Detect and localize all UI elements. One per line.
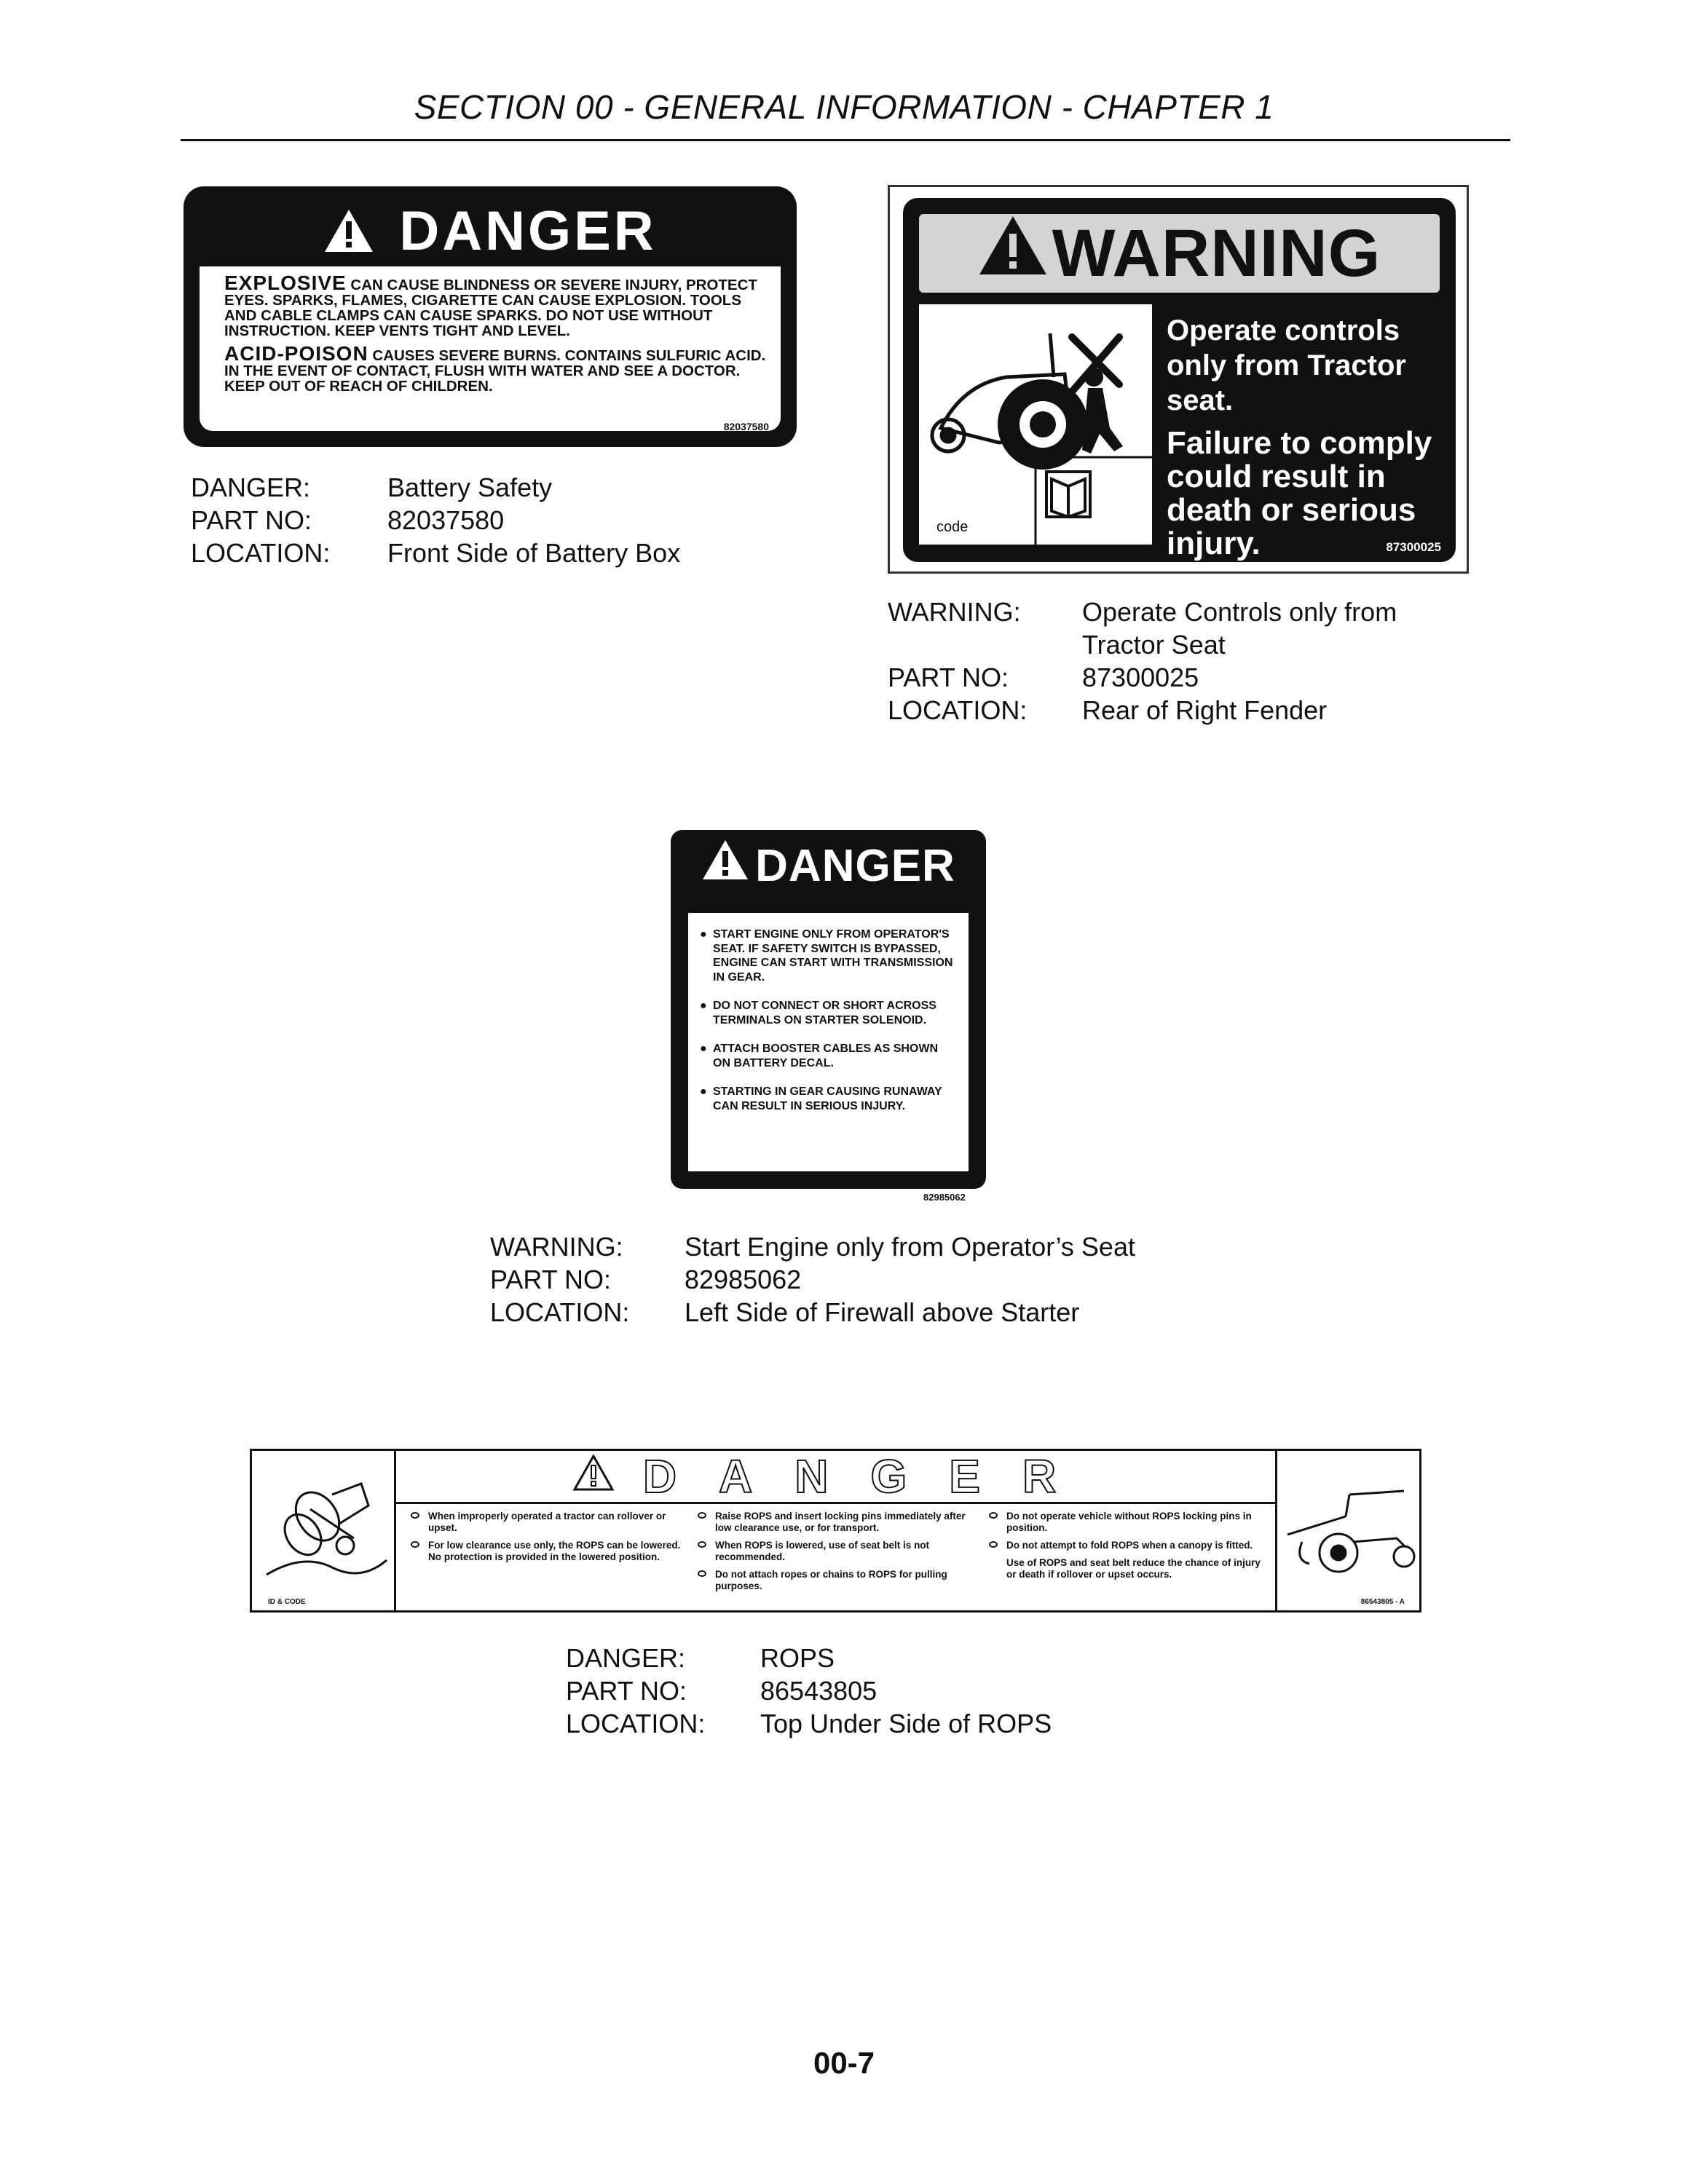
operate-controls-warning-decal [903,198,1456,562]
caption-part-value: 82037580 [387,505,505,535]
battery-caption [191,471,680,569]
caption-location-value: Front Side of Battery Box [387,538,681,568]
list-item-text: When improperly operated a tractor can rollover or upset. [428,1511,666,1533]
caption-part-label: PART NO: [566,1676,687,1706]
rops-column-2 [698,1511,982,1598]
list-item [700,927,958,984]
list-item-text: For low clearance use only, the ROPS can be lowered. No protection is provided in the lowered position. [428,1540,681,1562]
bullet-icon: ● [700,1000,707,1012]
list-item-text: When ROPS is lowered, use of seat belt is not recommended. [715,1540,930,1562]
list-item-text: ATTACH BOOSTER CABLES AS SHOWN ON BATTERY DECAL. [713,1042,939,1069]
bullet-icon: ● [700,1085,707,1098]
list-item [698,1511,982,1534]
controls-caption [888,596,1432,727]
warning-triangle-icon [978,214,1048,293]
circle-bullet-icon [698,1570,706,1577]
rops-tractor-pictogram [1280,1473,1419,1589]
caption-type-value: ROPS [760,1643,835,1673]
caption-type-label: DANGER: [191,472,311,502]
acid-text: CAUSES SEVERE BURNS. CONTAINS SULFURIC ACID. IN THE EVENT OF CONTACT, FLUSH WITH WATER AND SEE A DOCTOR. KEEP OUT OF REACH OF CHILDREN. [224,347,766,395]
list-item-text: Do not attach ropes or chains to ROPS for pulling purposes. [715,1569,947,1591]
list-item-text: Do not attempt to fold ROPS when a canopy is fitted. [1006,1540,1253,1551]
rops-column-3 [989,1511,1273,1580]
caption-type-label: WARNING: [888,597,1021,627]
decal-panel [688,913,969,1171]
decal-signal-word: WARNING [1052,216,1381,290]
acid-lead: ACID-POISON [224,342,368,365]
tractor-pictogram [919,304,1152,545]
bullet-icon: ● [700,1042,707,1055]
starter-caption [490,1230,1135,1329]
list-item [411,1540,695,1563]
list-item [700,1042,958,1070]
rops-column-1 [411,1511,695,1569]
list-item-text: Do not operate vehicle without ROPS locking pins in position. [1006,1511,1252,1533]
decal-title [396,1451,1275,1502]
circle-bullet-icon [698,1512,706,1519]
decal-part-number: 87300025 [1386,540,1441,554]
caption-location-label: LOCATION: [566,1709,706,1738]
divider [1275,1451,1277,1610]
caption-part-label: PART NO: [888,662,1009,692]
circle-bullet-icon [989,1541,998,1548]
list-item-text: Raise ROPS and insert locking pins immediately after low clearance use, or for transport. [715,1511,966,1533]
list-item [989,1511,1273,1534]
rops-note: Use of ROPS and seat belt reduce the chance of injury or death if rollover or upset occurs. [1006,1557,1261,1580]
warning-triangle-icon [573,1449,614,1500]
caption-part-value: 86543805 [760,1676,877,1706]
warning-triangle-icon [701,839,749,892]
section-header: SECTION 00 - GENERAL INFORMATION - CHAPTER 1 [414,88,1274,126]
warning-triangle-icon [323,203,374,266]
decal-signal-word: DANGER [755,841,955,891]
bullet-icon: ● [700,928,707,941]
explosive-text: CAN CAUSE BLINDNESS OR SEVERE INJURY, PROTECT EYES. SPARKS, FLAMES, CIGARETTE CAN CAUSE EXPLOSION. TOOLS AND CABLE CLAMPS CAN CAUSE SPARKS. DO NOT USE WITHOUT INSTRUCTION. KEEP VENTS TIGHT AND LEVEL. [224,277,757,339]
list-item [698,1569,982,1592]
warning-line-2: Failure to comply could result in death or serious injury. [1167,425,1432,561]
caption-location-value: Top Under Side of ROPS [760,1709,1052,1738]
caption-location-value: Rear of Right Fender [1082,695,1328,725]
decal-part-number: 82037580 [723,421,769,432]
list-item [698,1540,982,1563]
decal-signal-word: DANGER [642,1450,1099,1503]
battery-danger-decal [184,186,797,447]
warning-line-1: Operate controls only from Tractor seat. [1167,314,1406,416]
page-number: 00-7 [813,2046,875,2080]
caption-part-value: 82985062 [685,1265,802,1294]
list-item [700,999,958,1027]
explosive-paragraph [224,272,766,339]
rops-caption [566,1642,1052,1740]
caption-part-label: PART NO: [490,1265,612,1294]
list-item-text: DO NOT CONNECT OR SHORT ACROSS TERMINALS ON STARTER SOLENOID. [713,1000,936,1026]
starter-danger-decal [671,830,986,1189]
warning-band [919,214,1440,293]
decal-title [184,199,797,266]
list-item-text: STARTING IN GEAR CAUSING RUNAWAY CAN RESULT IN SERIOUS INJURY. [713,1085,942,1112]
caption-type-value: Battery Safety [387,472,553,502]
circle-bullet-icon [411,1541,419,1548]
caption-location-value: Left Side of Firewall above Starter [685,1297,1080,1327]
caption-part-label: PART NO: [191,505,312,535]
rops-danger-decal [250,1449,1421,1613]
rollover-pictogram [259,1465,390,1589]
decal-title [919,214,1440,293]
header-rule [181,139,1510,141]
circle-bullet-icon [698,1541,706,1548]
explosive-lead: EXPLOSIVE [224,272,347,294]
starter-decal-part-number: 82985062 [923,1192,966,1203]
list-item-text: START ENGINE ONLY FROM OPERATOR'S SEAT. IF SAFETY SWITCH IS BYPASSED, ENGINE CAN START WITH TRANSMISSION IN GEAR. [713,928,953,984]
acid-paragraph [224,342,766,395]
caption-location-label: LOCATION: [490,1297,630,1327]
caption-type-value: Operate Controls only from Tractor Seat [1082,597,1397,660]
caption-location-label: LOCATION: [191,538,331,568]
id-code-label: ID & CODE [268,1598,306,1606]
circle-bullet-icon [989,1512,998,1519]
code-label: code [936,519,969,535]
caption-location-label: LOCATION: [888,695,1028,725]
list-item [700,1085,958,1113]
caption-type-label: DANGER: [566,1643,686,1673]
caption-type-value: Start Engine only from Operator’s Seat [685,1232,1135,1262]
caption-part-value: 87300025 [1082,662,1199,692]
decal-signal-word: DANGER [399,200,657,262]
decal-title [671,840,986,892]
decal-part-number: 86543805 - A [1360,1598,1405,1606]
list-item [989,1540,1273,1551]
circle-bullet-icon [411,1512,419,1519]
list-item [411,1511,695,1534]
decal-panel [200,266,781,431]
caption-type-label: WARNING: [490,1232,623,1262]
